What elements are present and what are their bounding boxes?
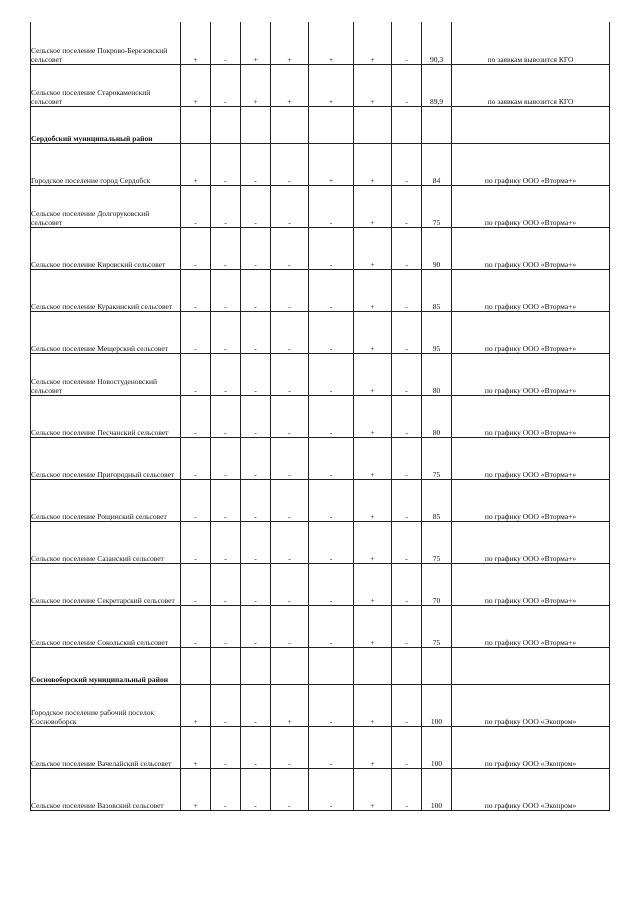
mark-cell: + <box>181 768 211 810</box>
mark-cell: - <box>271 185 309 227</box>
mark-cell: - <box>211 353 241 395</box>
mark-cell: - <box>392 143 422 185</box>
mark-cell: - <box>392 395 422 437</box>
mark-cell: + <box>241 22 271 64</box>
coverage-value: 75 <box>422 185 452 227</box>
mark-cell <box>354 647 392 684</box>
mark-cell: - <box>271 395 309 437</box>
mark-cell: - <box>241 563 271 605</box>
mark-cell: - <box>392 22 422 64</box>
mark-cell: - <box>181 437 211 479</box>
district-name: Сосновоборский муниципальный район <box>31 647 181 684</box>
table-row <box>31 64 610 106</box>
mark-cell: - <box>241 437 271 479</box>
mark-cell <box>181 647 211 684</box>
collection-note: по графику ООО «Вторма+» <box>452 143 610 185</box>
collection-note: по графику ООО «Вторма+» <box>452 395 610 437</box>
mark-cell: - <box>309 437 354 479</box>
mark-cell: - <box>241 227 271 269</box>
mark-cell: - <box>211 269 241 311</box>
coverage-value: 90 <box>422 227 452 269</box>
coverage-value: 75 <box>422 605 452 647</box>
settlement-name: Городское поселение город Сердобск <box>31 143 181 185</box>
table-row <box>31 563 610 605</box>
mark-cell <box>309 647 354 684</box>
settlement-name: Сельское поселение Старокаменский сельсовет <box>31 64 181 106</box>
mark-cell: - <box>309 521 354 563</box>
mark-cell: - <box>181 185 211 227</box>
collection-note <box>452 647 610 684</box>
mark-cell: - <box>309 684 354 726</box>
mark-cell: - <box>181 311 211 353</box>
coverage-value: 80 <box>422 395 452 437</box>
mark-cell: - <box>211 64 241 106</box>
mark-cell: - <box>211 684 241 726</box>
mark-cell: - <box>392 64 422 106</box>
mark-cell: + <box>354 227 392 269</box>
mark-cell: - <box>211 521 241 563</box>
table-row <box>31 479 610 521</box>
mark-cell: + <box>354 185 392 227</box>
mark-cell: - <box>392 726 422 768</box>
mark-cell: + <box>354 521 392 563</box>
collection-note: по графику ООО «Экопром» <box>452 768 610 810</box>
mark-cell <box>181 106 211 143</box>
settlement-name: Сельское поселение Песчанский сельсовет <box>31 395 181 437</box>
mark-cell: - <box>181 395 211 437</box>
coverage-value: 100 <box>422 684 452 726</box>
coverage-value: 80 <box>422 353 452 395</box>
mark-cell: - <box>211 395 241 437</box>
district-row <box>31 647 610 684</box>
settlement-name: Сельское поселение Покрово-Березовский сельсовет <box>31 22 181 64</box>
mark-cell <box>271 106 309 143</box>
mark-cell: + <box>354 768 392 810</box>
mark-cell: - <box>309 353 354 395</box>
mark-cell: - <box>309 395 354 437</box>
mark-cell: - <box>309 227 354 269</box>
settlement-name: Сельское поселение Вазовский сельсовет <box>31 768 181 810</box>
mark-cell <box>354 106 392 143</box>
table-row <box>31 311 610 353</box>
mark-cell: - <box>271 726 309 768</box>
collection-note: по заявкам вывозится КГО <box>452 64 610 106</box>
mark-cell: - <box>181 227 211 269</box>
settlement-name: Сельское поселение Секретарский сельсовет <box>31 563 181 605</box>
mark-cell: + <box>354 64 392 106</box>
mark-cell <box>392 647 422 684</box>
mark-cell: - <box>181 605 211 647</box>
mark-cell <box>211 647 241 684</box>
mark-cell: + <box>271 22 309 64</box>
settlement-name: Сельское поселение Кировский сельсовет <box>31 227 181 269</box>
coverage-value: 100 <box>422 768 452 810</box>
mark-cell: + <box>354 143 392 185</box>
coverage-value: 95 <box>422 311 452 353</box>
mark-cell: + <box>354 563 392 605</box>
mark-cell: - <box>241 479 271 521</box>
mark-cell: - <box>241 768 271 810</box>
mark-cell: - <box>271 143 309 185</box>
mark-cell: - <box>309 269 354 311</box>
table-row <box>31 143 610 185</box>
mark-cell: - <box>392 437 422 479</box>
mark-cell: + <box>354 605 392 647</box>
mark-cell: - <box>211 437 241 479</box>
coverage-value: 70 <box>422 563 452 605</box>
mark-cell: - <box>309 185 354 227</box>
mark-cell: - <box>271 521 309 563</box>
mark-cell: - <box>211 227 241 269</box>
mark-cell: - <box>241 143 271 185</box>
table-body <box>31 22 610 810</box>
mark-cell: - <box>211 22 241 64</box>
collection-note: по графику ООО «Вторма+» <box>452 185 610 227</box>
coverage-value: 89,9 <box>422 64 452 106</box>
table-row <box>31 726 610 768</box>
mark-cell: + <box>354 311 392 353</box>
mark-cell: - <box>392 684 422 726</box>
collection-note <box>452 106 610 143</box>
coverage-value: 85 <box>422 269 452 311</box>
mark-cell: - <box>181 269 211 311</box>
mark-cell: + <box>354 437 392 479</box>
mark-cell: - <box>181 479 211 521</box>
mark-cell: - <box>392 521 422 563</box>
mark-cell: - <box>392 311 422 353</box>
district-row <box>31 106 610 143</box>
mark-cell <box>309 106 354 143</box>
mark-cell: - <box>241 521 271 563</box>
mark-cell: - <box>309 563 354 605</box>
mark-cell: - <box>392 605 422 647</box>
settlement-name: Сельское поселение Новостуденовский сельсовет <box>31 353 181 395</box>
mark-cell: + <box>181 726 211 768</box>
settlement-name: Сельское поселение Мещерский сельсовет <box>31 311 181 353</box>
mark-cell: + <box>271 64 309 106</box>
mark-cell: - <box>392 353 422 395</box>
mark-cell: + <box>181 64 211 106</box>
mark-cell: + <box>309 143 354 185</box>
collection-note: по графику ООО «Вторма+» <box>452 521 610 563</box>
mark-cell <box>271 647 309 684</box>
mark-cell: - <box>241 185 271 227</box>
coverage-value: 90,3 <box>422 22 452 64</box>
mark-cell: - <box>271 605 309 647</box>
coverage-value: 75 <box>422 521 452 563</box>
collection-note: по графику ООО «Вторма+» <box>452 437 610 479</box>
table-row <box>31 227 610 269</box>
mark-cell: + <box>354 479 392 521</box>
mark-cell: - <box>241 311 271 353</box>
collection-note: по графику ООО «Вторма+» <box>452 227 610 269</box>
mark-cell: + <box>354 395 392 437</box>
mark-cell: - <box>181 563 211 605</box>
mark-cell: - <box>241 353 271 395</box>
settlement-name: Сельское поселение Пригородный сельсовет <box>31 437 181 479</box>
mark-cell: + <box>354 684 392 726</box>
mark-cell: - <box>271 563 309 605</box>
mark-cell: - <box>211 311 241 353</box>
settlement-name: Сельское поселение Сазанский сельсовет <box>31 521 181 563</box>
mark-cell: + <box>309 64 354 106</box>
collection-note: по графику ООО «Вторма+» <box>452 479 610 521</box>
mark-cell: - <box>211 726 241 768</box>
mark-cell: - <box>241 269 271 311</box>
mark-cell: + <box>309 22 354 64</box>
mark-cell: + <box>354 726 392 768</box>
mark-cell: - <box>271 227 309 269</box>
table-row <box>31 22 610 64</box>
mark-cell: - <box>211 185 241 227</box>
mark-cell: + <box>181 684 211 726</box>
mark-cell: + <box>354 269 392 311</box>
settlement-name: Сельское поселение Вачелайский сельсовет <box>31 726 181 768</box>
mark-cell <box>211 106 241 143</box>
settlement-name: Сельское поселение Куракинский сельсовет <box>31 269 181 311</box>
settlements-table <box>30 22 610 811</box>
mark-cell <box>241 647 271 684</box>
settlement-name: Сельское поселение Долгоруковский сельсовет <box>31 185 181 227</box>
coverage-value: 75 <box>422 437 452 479</box>
table-row <box>31 269 610 311</box>
mark-cell: - <box>211 143 241 185</box>
table-row <box>31 684 610 726</box>
collection-note: по графику ООО «Вторма+» <box>452 563 610 605</box>
mark-cell: + <box>271 684 309 726</box>
collection-note: по графику ООО «Вторма+» <box>452 605 610 647</box>
table-row <box>31 437 610 479</box>
mark-cell: - <box>309 768 354 810</box>
mark-cell: - <box>181 521 211 563</box>
mark-cell: - <box>241 726 271 768</box>
mark-cell: - <box>392 479 422 521</box>
mark-cell: + <box>181 22 211 64</box>
mark-cell: - <box>392 227 422 269</box>
mark-cell: - <box>271 353 309 395</box>
mark-cell: - <box>181 353 211 395</box>
mark-cell: - <box>309 605 354 647</box>
collection-note: по графику ООО «Вторма+» <box>452 311 610 353</box>
mark-cell: + <box>241 64 271 106</box>
mark-cell: - <box>392 185 422 227</box>
table-row <box>31 185 610 227</box>
mark-cell: - <box>241 605 271 647</box>
mark-cell: - <box>392 768 422 810</box>
mark-cell: + <box>354 22 392 64</box>
collection-note: по графику ООО «Вторма+» <box>452 353 610 395</box>
table-row <box>31 605 610 647</box>
table-row <box>31 521 610 563</box>
mark-cell: - <box>271 768 309 810</box>
collection-note: по графику ООО «Экопром» <box>452 726 610 768</box>
district-name: Сердобский муниципальный район <box>31 106 181 143</box>
settlement-name: Городское поселение рабочий поселок Сосновоборск <box>31 684 181 726</box>
settlement-name: Сельское поселение Рощинский сельсовет <box>31 479 181 521</box>
mark-cell: - <box>271 269 309 311</box>
collection-note: по графику ООО «Экопром» <box>452 684 610 726</box>
mark-cell <box>241 106 271 143</box>
coverage-value <box>422 106 452 143</box>
mark-cell: - <box>211 605 241 647</box>
table-row <box>31 353 610 395</box>
mark-cell: - <box>309 479 354 521</box>
table-row <box>31 768 610 810</box>
mark-cell: - <box>309 726 354 768</box>
mark-cell: - <box>392 269 422 311</box>
coverage-value: 84 <box>422 143 452 185</box>
settlement-name: Сельское поселение Сокольский сельсовет <box>31 605 181 647</box>
table-row <box>31 395 610 437</box>
mark-cell: + <box>354 353 392 395</box>
mark-cell: - <box>309 311 354 353</box>
mark-cell: + <box>181 143 211 185</box>
coverage-value <box>422 647 452 684</box>
collection-note: по заявкам вывозится КГО <box>452 22 610 64</box>
mark-cell: - <box>392 563 422 605</box>
mark-cell: - <box>211 479 241 521</box>
mark-cell: - <box>241 395 271 437</box>
mark-cell: - <box>271 437 309 479</box>
mark-cell: - <box>211 563 241 605</box>
mark-cell: - <box>241 684 271 726</box>
mark-cell: - <box>211 768 241 810</box>
coverage-value: 100 <box>422 726 452 768</box>
mark-cell: - <box>271 311 309 353</box>
mark-cell: - <box>271 479 309 521</box>
coverage-value: 85 <box>422 479 452 521</box>
collection-note: по графику ООО «Вторма+» <box>452 269 610 311</box>
mark-cell <box>392 106 422 143</box>
